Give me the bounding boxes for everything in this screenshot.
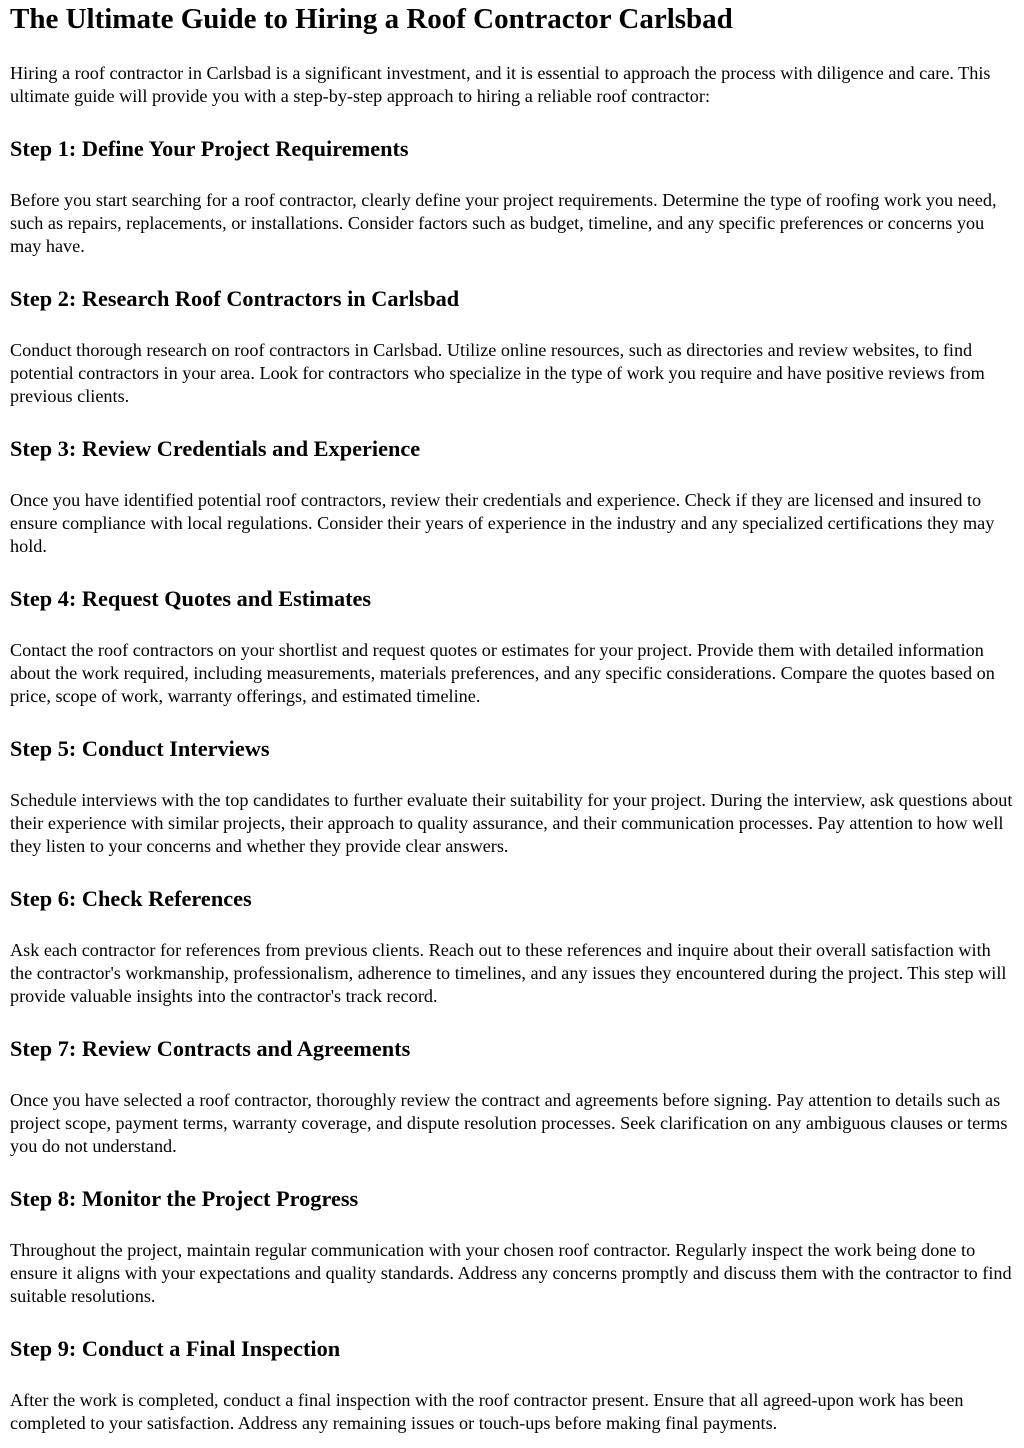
page-title: The Ultimate Guide to Hiring a Roof Contractor Carlsbad: [10, 3, 733, 35]
step-paragraph: Before you start searching for a roof contractor, clearly define your project requirements. Determine the type of roofing work you need, such as repairs, replacements, or installations. Consider factors such as budget, timeline, and any specific preferences or concerns you may have.: [10, 190, 997, 256]
step-paragraph: Once you have selected a roof contractor, thoroughly review the contract and agreements before signing. Pay attention to details such as project scope, payment terms, warranty coverage, and dispute resolution processes. Seek clarification on any ambiguous clauses or terms you do not understand.: [10, 1090, 1008, 1156]
step-heading: Step 5: Conduct Interviews: [10, 736, 270, 761]
step-paragraph: Ask each contractor for references from previous clients. Reach out to these references and inquire about their overall satisfaction with the contractor's workmanship, professionalism, adherence to timelines, and any issues they encountered during the project. This step will provide valuable insights into the contractor's track record.: [10, 940, 1007, 1006]
step-heading: Step 9: Conduct a Final Inspection: [10, 1336, 341, 1361]
step-section-5: [10, 736, 1014, 858]
step-section-1: [10, 136, 1014, 258]
step-section-7: [10, 1036, 1014, 1158]
step-heading: Step 2: Research Roof Contractors in Carlsbad: [10, 286, 460, 311]
step-heading: Step 8: Monitor the Project Progress: [10, 1186, 359, 1211]
step-section-3: [10, 436, 1014, 558]
step-paragraph: Once you have identified potential roof contractors, review their credentials and experience. Check if they are licensed and insured to ensure compliance with local regulations. Consider their years of experience in the industry and any specialized certifications they may hold.: [10, 490, 995, 556]
step-paragraph: After the work is completed, conduct a final inspection with the roof contractor present. Ensure that all agreed-upon work has been completed to your satisfaction. Address any remaining issues or touch-ups before making final payments.: [10, 1390, 964, 1433]
step-paragraph: Schedule interviews with the top candidates to further evaluate their suitability for your project. During the interview, ask questions about their experience with similar projects, their approach to quality assurance, and their communication processes. Pay attention to how well they listen to your concerns and whether they provide clear answers.: [10, 790, 1013, 856]
step-section-8: [10, 1186, 1014, 1308]
step-heading: Step 4: Request Quotes and Estimates: [10, 586, 372, 611]
step-heading: Step 7: Review Contracts and Agreements: [10, 1036, 411, 1061]
step-heading: Step 1: Define Your Project Requirements: [10, 136, 409, 161]
step-section-9: [10, 1336, 1014, 1435]
step-paragraph: Contact the roof contractors on your shortlist and request quotes or estimates for your project. Provide them with detailed information about the work required, including measurements, materials preferences, and any specific considerations. Compare the quotes based on price, scope of work, warranty offerings, and estimated timeline.: [10, 640, 995, 706]
step-heading: Step 3: Review Credentials and Experience: [10, 436, 421, 461]
step-paragraph: Throughout the project, maintain regular communication with your chosen roof contractor. Regularly inspect the work being done to ensure it aligns with your expectations and quality standards. Address any concerns promptly and discuss them with the contractor to find suitable resolutions.: [10, 1240, 1012, 1306]
step-paragraph: Conduct thorough research on roof contractors in Carlsbad. Utilize online resources, such as directories and review websites, to find potential contractors in your area. Look for contractors who specialize in the type of work you require and have positive reviews from previous clients.: [10, 340, 985, 406]
step-section-6: [10, 886, 1014, 1008]
step-section-4: [10, 586, 1014, 708]
step-section-2: [10, 286, 1014, 408]
step-heading: Step 6: Check References: [10, 886, 252, 911]
intro-paragraph: Hiring a roof contractor in Carlsbad is a significant investment, and it is essential to approach the process with diligence and care. This ultimate guide will provide you with a step-by-step approach to hiring a reliable roof contractor:: [10, 63, 991, 106]
